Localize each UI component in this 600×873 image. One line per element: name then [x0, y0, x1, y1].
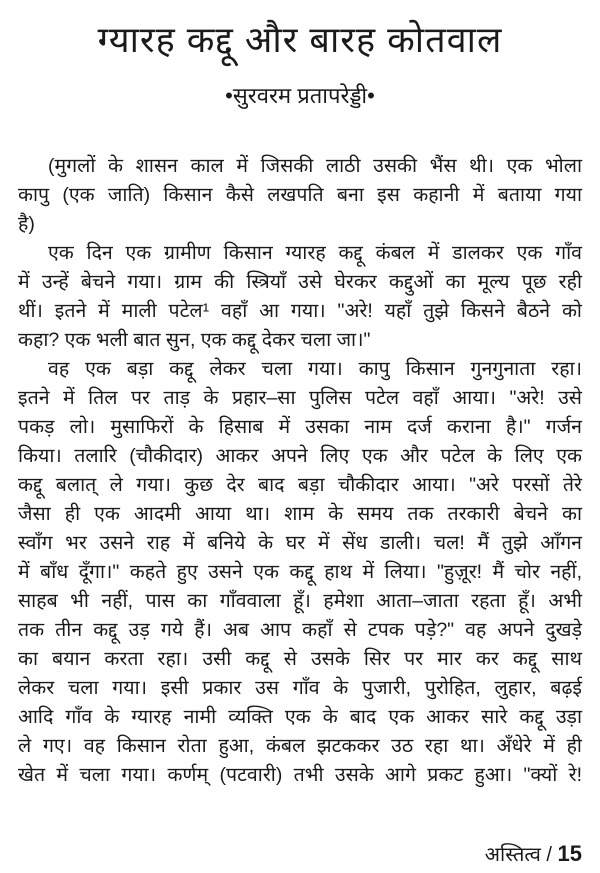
- text-line: लेकर चला गया। इसी प्रकार उस गाँव के पुजारी, पुरोहित, लुहार, बढ़ई: [18, 677, 582, 699]
- text-line: कहा? एक भली बात सुन, एक कद्दू देकर चला जा।": [18, 329, 371, 351]
- text-line: (मुगलों के शासन काल में जिसकी लाठी उसकी भैंस थी। एक भोला: [48, 155, 582, 177]
- text-line: स्वाँग भर उसने राह में बनिये के घर में सेंध डाली। चल! मैं तुझे आँगन: [18, 532, 582, 554]
- text-line: कद्दू बलात् ले गया। कुछ देर बाद बड़ा चौकीदार आया। "अरे परसों तेरे: [18, 474, 582, 496]
- author-name: •सुरवरम प्रतापरेड्डी•: [225, 83, 375, 108]
- text-line: खेत में चला गया। कर्णम् (पटवारी) तभी उसके आगे प्रकट हुआ। "क्यों रे!: [18, 764, 582, 786]
- magazine-name: अस्तित्व /: [484, 844, 552, 866]
- text-line: साहब भी नहीं, पास का गाँववाला हूँ। हमेशा आता–जाता रहता हूँ। अभी: [18, 590, 582, 612]
- text-line: है): [18, 213, 35, 235]
- paragraph-1: [18, 239, 582, 355]
- text-line: पकड़ लो। मुसाफिरों के हिसाब में उसका नाम दर्ज कराना है।" गर्जन: [18, 416, 582, 438]
- text-line: थीं। इतने में माली पटेल¹ वहाँ आ गया। "अरे! यहाँ तुझे किसने बैठने को: [18, 300, 582, 322]
- page-footer: [485, 840, 582, 867]
- text-line: तक तीन कद्दू उड़ गये हैं। अब आप कहाँ से टपक पड़े?" वह अपने दुखड़े: [18, 619, 582, 641]
- text-line: का बयान करता रहा। उसी कद्दू से उसके सिर पर मार कर कद्दू साथ: [18, 648, 582, 670]
- text-line: इतने में तिल पर ताड़ के प्रहार–सा पुलिस पटेल वहाँ आया। "अरे! उसे: [18, 387, 582, 409]
- story-title: ग्यारह कद्दू और बारह कोतवाल: [97, 19, 503, 60]
- page-number: 15: [557, 841, 582, 866]
- story-body: [18, 152, 582, 790]
- text-line: किया। तलारि (चौकीदार) आकर अपने लिए एक और पटेल के लिए एक: [18, 445, 582, 467]
- paragraph-2: [18, 355, 582, 790]
- text-line: कापु (एक जाति) किसान कैसे लखपति बना इस कहानी में बताया गया: [18, 184, 582, 206]
- text-line: एक दिन एक ग्रामीण किसान ग्यारह कद्दू कंबल में डालकर एक गाँव: [48, 242, 582, 264]
- text-line: वह एक बड़ा कद्दू लेकर चला गया। कापु किसान गुनगुनाता रहा।: [48, 358, 582, 380]
- text-line: आदि गाँव के ग्यारह नामी व्यक्ति एक के बाद एक आकर सारे कद्दू उड़ा: [18, 706, 582, 728]
- text-line: में उन्हें बेचने गया। ग्राम की स्त्रियाँ उसे घेरकर कद्दुओं का मूल्य पूछ रही: [18, 271, 582, 293]
- text-line: में बाँध दूँगा।" कहते हुए उसने एक कद्दू हाथ में लिया। "हुज़ूर! मैं चोर नहीं,: [18, 561, 582, 583]
- text-line: ले गए। वह किसान रोता हुआ, कंबल झटककर उठ रहा था। अँधेरे में ही: [18, 735, 582, 757]
- paragraph-intro: [18, 152, 582, 239]
- text-line: जैसा ही एक आदमी आया था। शाम के समय तक तरकारी बेचने का: [18, 503, 582, 525]
